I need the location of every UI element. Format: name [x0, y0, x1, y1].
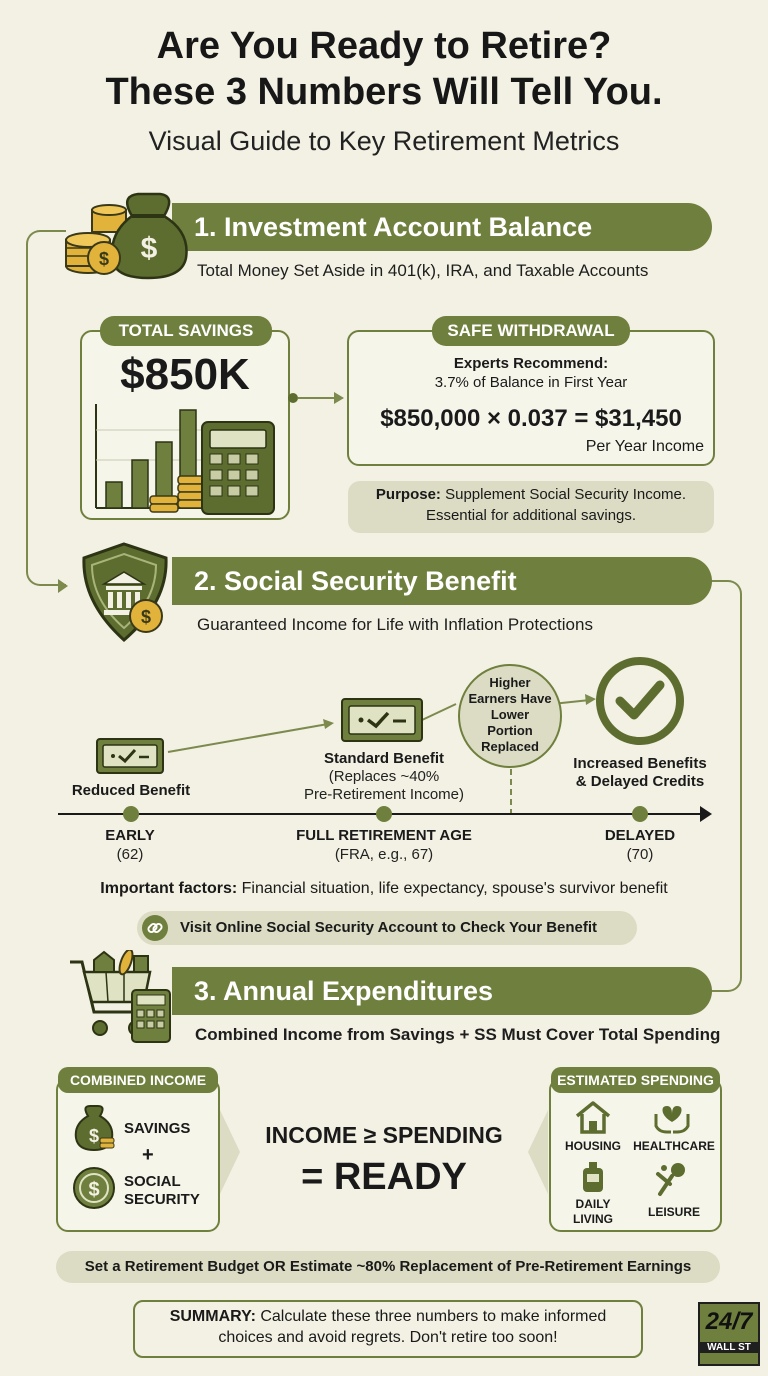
increased-benefits-label: Increased Benefits: [573, 755, 707, 772]
withdrawal-formula: $850,000 × 0.037 = $31,450: [380, 405, 682, 432]
house-icon: [574, 1100, 612, 1134]
timeline-dot-delayed: [632, 806, 648, 822]
svg-text:$: $: [140, 232, 158, 265]
security-label: SECURITY: [124, 1191, 200, 1208]
purpose-line1: Purpose: Supplement Social Security Income.: [375, 486, 687, 503]
daily-living-label2: LIVING: [572, 1212, 613, 1226]
higher-earners-text: Higher Earners Have Lower Portion Replaced: [468, 675, 552, 754]
timeline-dot-fra: [376, 806, 392, 822]
leisure-label: LEISURE: [647, 1205, 700, 1219]
withdrawal-rule: 3.7% of Balance in First Year: [434, 374, 628, 391]
link-icon: [141, 914, 169, 942]
section3-banner: 3. Annual Expenditures: [172, 967, 712, 1015]
connector-dot: [288, 393, 298, 403]
money-bag-icon: [72, 1104, 116, 1152]
visit-account-text: Visit Online Social Security Account to Check Your Benefit: [180, 919, 598, 936]
money-bag-coins-icon: [62, 188, 194, 280]
combined-income-label: COMBINED INCOME: [58, 1067, 218, 1093]
timeline-fra-label: FULL RETIREMENT AGE: [296, 827, 472, 844]
total-savings-label: TOTAL SAVINGS: [100, 316, 272, 346]
reduced-benefit-label: Reduced Benefit: [71, 782, 191, 799]
summary-line2: choices and avoid regrets. Don't retire too soon!: [218, 1329, 558, 1346]
daily-living-icon: [579, 1160, 607, 1194]
plus-sign: +: [142, 1144, 154, 1166]
social-label: SOCIAL: [124, 1173, 181, 1190]
chevron-left-icon: [528, 1110, 548, 1194]
section2-description: Guaranteed Income for Life with Inflation Protections: [197, 615, 593, 634]
standard-benefit-line3: Pre-Retirement Income): [303, 786, 465, 803]
safe-withdrawal-label: SAFE WITHDRAWAL: [432, 316, 630, 346]
logo-text-top: 24/7: [705, 1308, 753, 1335]
svg-text:$: $: [88, 1126, 100, 1146]
shield-bank-icon: [76, 540, 180, 644]
wall-st-logo: [698, 1302, 760, 1366]
budget-note-text: Set a Retirement Budget OR Estimate ~80% Replacement of Pre-Retirement Earnings: [84, 1258, 692, 1275]
shopping-cart-calculator-icon: [66, 950, 178, 1050]
timeline-early-label: EARLY: [105, 827, 155, 844]
healthcare-icon: [653, 1100, 691, 1134]
important-factors: Important factors: Financial situation, life expectancy, spouse's survivor benefit: [100, 880, 668, 897]
page-subtitle: Visual Guide to Key Retirement Metrics: [148, 126, 620, 156]
money-bill-icon: [340, 697, 424, 743]
savings-label: SAVINGS: [124, 1120, 191, 1137]
svg-text:$: $: [98, 249, 110, 269]
logo-text-bottom: WALL ST: [700, 1342, 758, 1353]
purpose-line2: Essential for additional savings.: [425, 507, 637, 524]
connector-line: [298, 397, 334, 399]
money-bill-icon: [95, 737, 165, 775]
timeline-dot-early: [123, 806, 139, 822]
per-year-income: Per Year Income: [585, 438, 704, 455]
leisure-icon: [654, 1160, 690, 1198]
svg-text:$: $: [88, 1179, 100, 1201]
section3-description: Combined Income from Savings + SS Must Cover Total Spending: [195, 1025, 721, 1044]
checkmark-circle-icon: [594, 655, 686, 747]
delayed-credits-label: & Delayed Credits: [575, 773, 705, 790]
summary-line1: SUMMARY: Calculate these three numbers to make informed: [169, 1308, 607, 1325]
page-title-line1: Are You Ready to Retire?: [156, 25, 612, 67]
bar-chart-calculator-icon: [92, 400, 280, 516]
svg-text:$: $: [140, 607, 152, 627]
healthcare-label: HEALTHCARE: [633, 1139, 715, 1153]
dashed-connector: [510, 769, 512, 815]
arrowhead-icon: [700, 806, 712, 822]
experts-recommend: Experts Recommend:: [453, 355, 609, 372]
timeline-delayed-label: DELAYED: [604, 827, 676, 844]
timeline-early-age: (62): [116, 846, 144, 863]
chevron-right-icon: [220, 1110, 240, 1194]
equation-line1: INCOME ≥ SPENDING: [265, 1122, 503, 1148]
arrowhead-icon: [58, 579, 68, 593]
arrowhead-icon: [334, 392, 344, 404]
page-title-line2: These 3 Numbers Will Tell You.: [105, 71, 663, 113]
housing-label: HOUSING: [564, 1139, 621, 1153]
section1-description: Total Money Set Aside in 401(k), IRA, and Taxable Accounts: [197, 261, 649, 280]
total-savings-value: $850K: [120, 350, 250, 399]
section2-banner: 2. Social Security Benefit: [172, 557, 712, 605]
timeline-delayed-age: (70): [626, 846, 654, 863]
daily-living-label: DAILY: [575, 1197, 611, 1211]
equation-line2: = READY: [301, 1156, 467, 1198]
timeline-fra-age: (FRA, e.g., 67): [334, 846, 434, 863]
standard-benefit-label: Standard Benefit: [323, 750, 444, 767]
standard-benefit-line2: (Replaces ~40%: [328, 768, 440, 785]
dollar-coin-icon: [72, 1166, 116, 1210]
section1-banner: 1. Investment Account Balance: [172, 203, 712, 251]
estimated-spending-label: ESTIMATED SPENDING: [551, 1067, 720, 1093]
connector-left: [26, 230, 66, 586]
